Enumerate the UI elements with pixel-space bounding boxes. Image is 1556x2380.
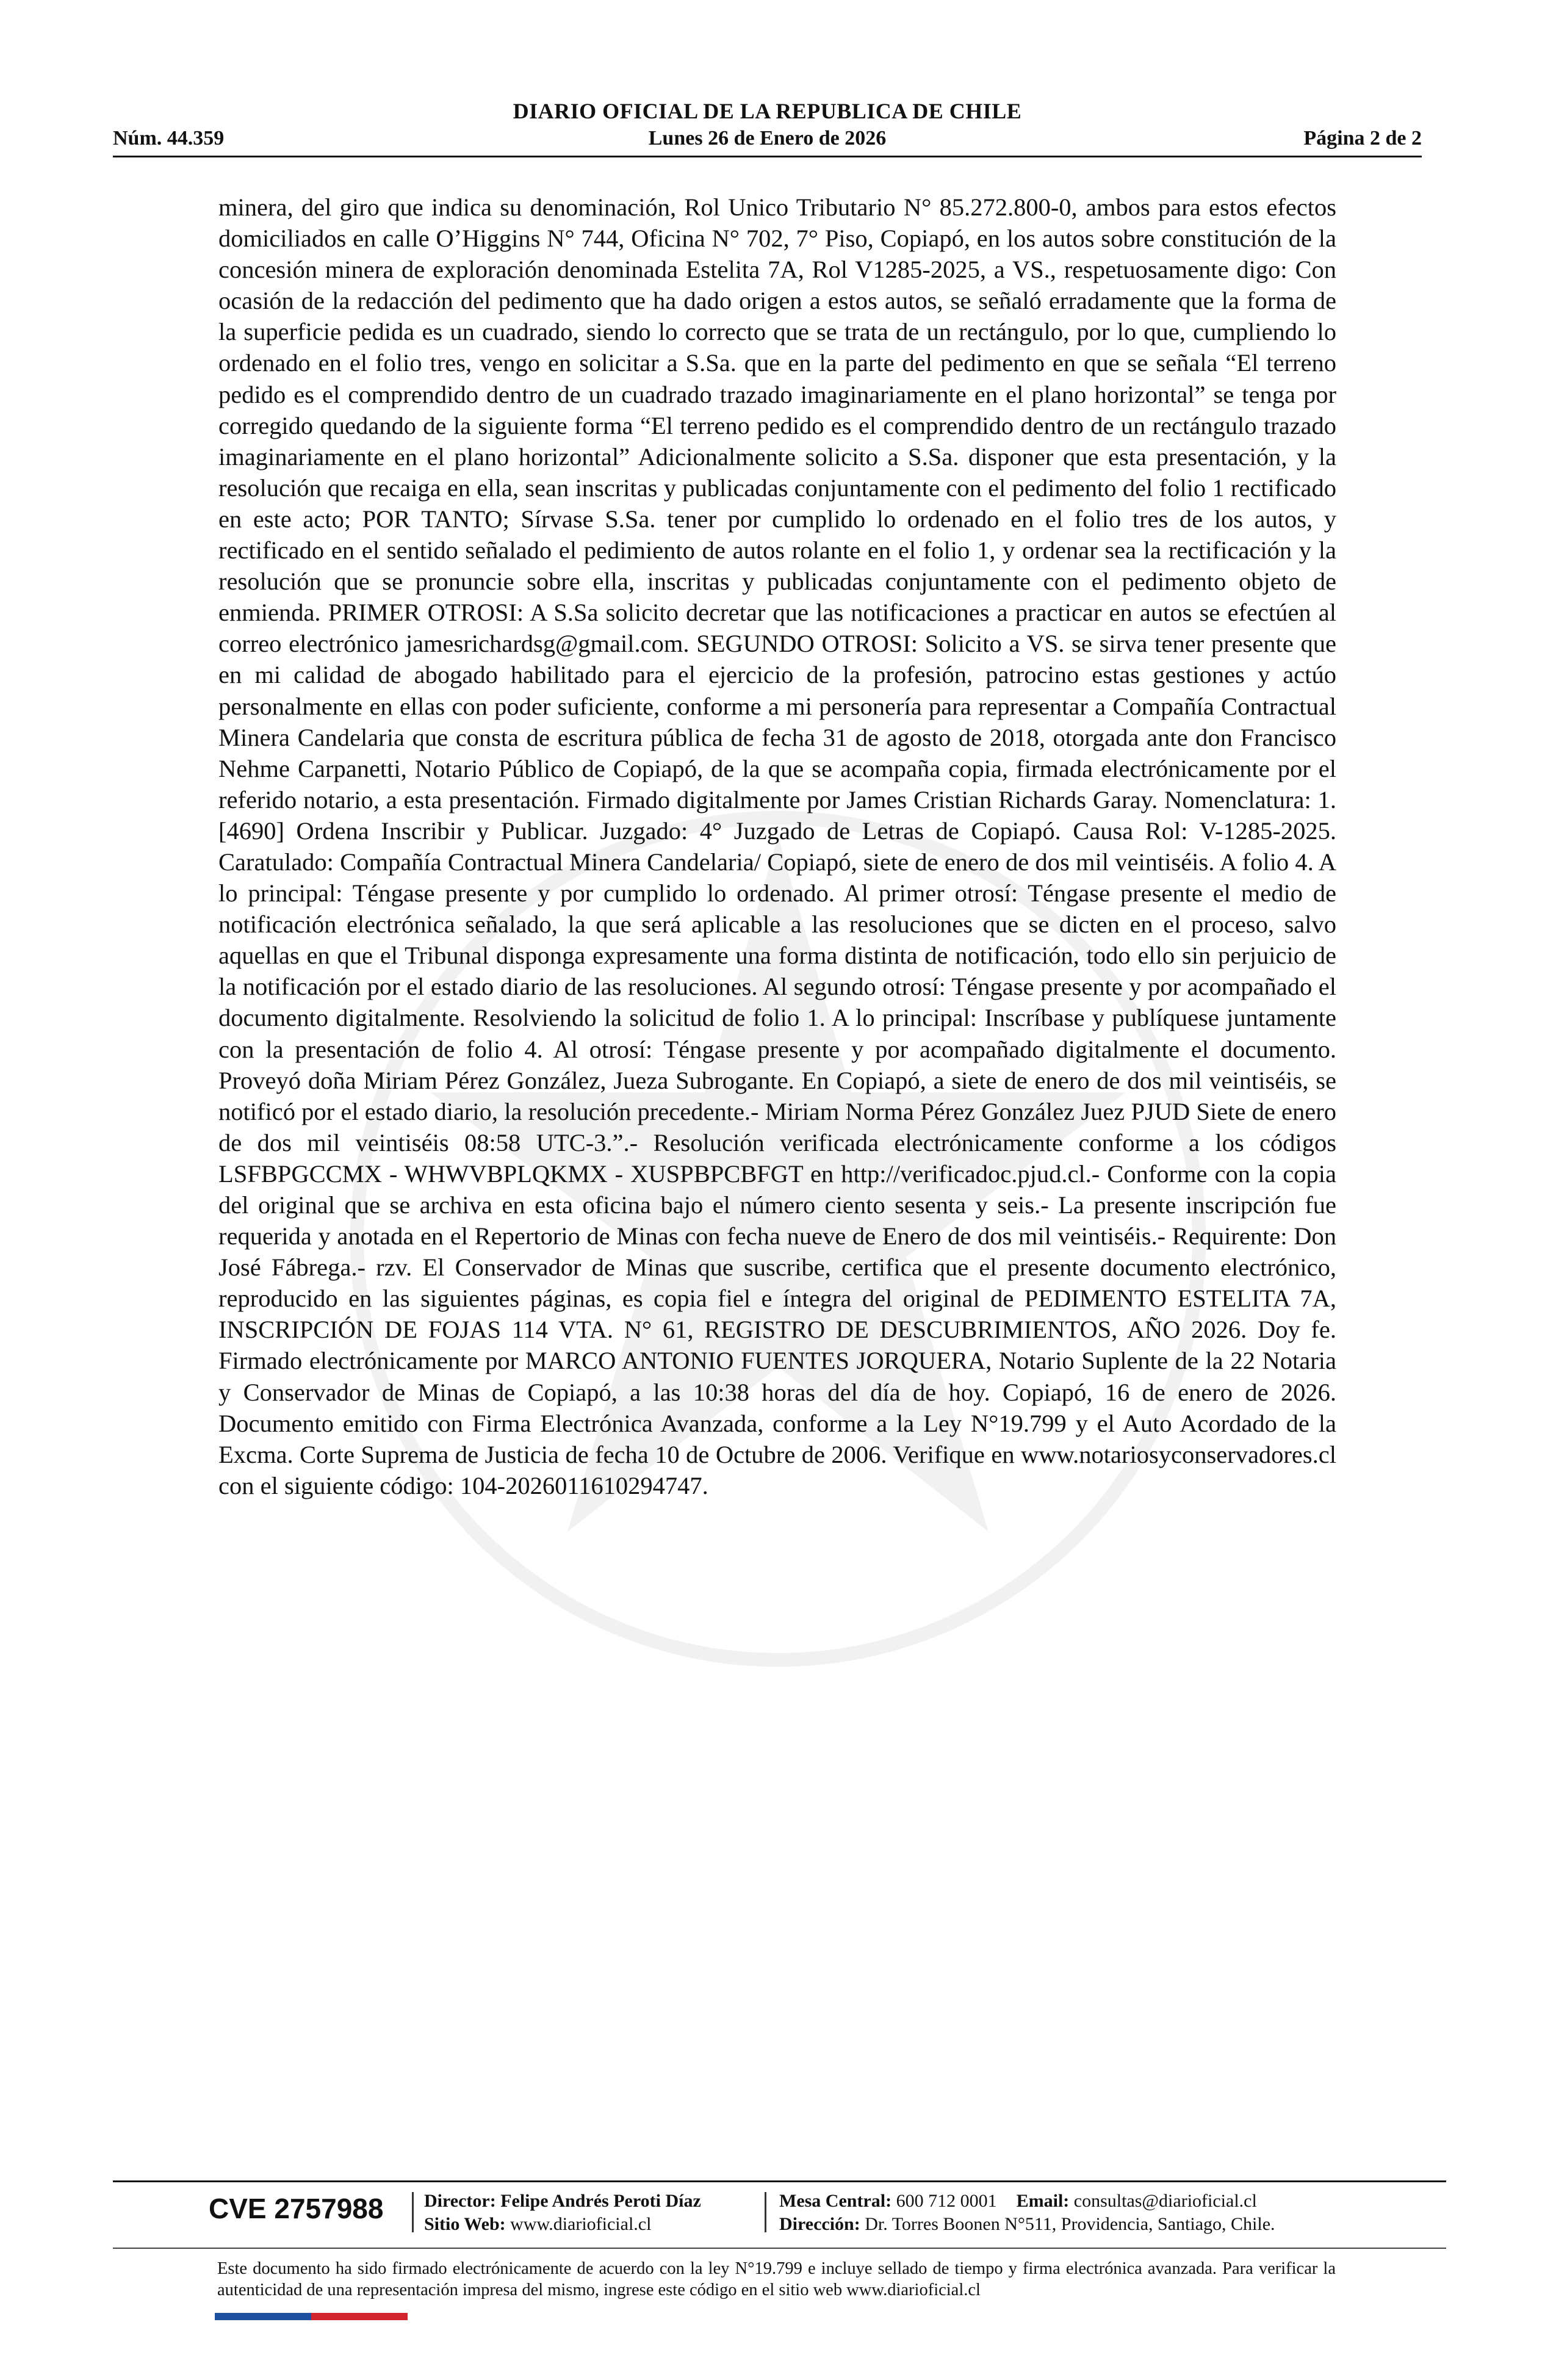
flag-stripe: [215, 2313, 408, 2320]
footer-divider-bottom: [113, 2248, 1446, 2249]
director-label: Director:: [424, 2191, 496, 2211]
cve-code: CVE 2757988: [209, 2193, 384, 2224]
page-header: [113, 92, 1422, 159]
email-label: Email:: [1016, 2191, 1070, 2211]
web-label: Sitio Web:: [424, 2214, 506, 2234]
masthead: DIARIO OFICIAL DE LA REPUBLICA DE CHILE: [513, 99, 1022, 123]
address-label: Dirección:: [779, 2214, 860, 2234]
mesa-label: Mesa Central:: [779, 2191, 892, 2211]
legal-notice: Este documento ha sido firmado electrónicamente de acuerdo con la ley N°19.799 e incluye sellado de tiempo y firma electrónica avanzada. Para verificar la autenticidad de una representación impresa del mismo, ingrese este código en el sitio web www.diarioficial.cl: [217, 2259, 1336, 2299]
page-number: Página 2 de 2: [1303, 127, 1422, 150]
issue-date: Lunes 26 de Enero de 2026: [648, 127, 887, 150]
footer-contact-right: [779, 2190, 1275, 2236]
footer-divider-top: [113, 2180, 1446, 2182]
footer-separator: [765, 2192, 766, 2232]
footer-separator: [412, 2192, 414, 2232]
web-link[interactable]: www.diarioficial.cl: [510, 2214, 652, 2234]
issue-number: Núm. 44.359: [113, 127, 225, 150]
address-value: Dr. Torres Boonen N°511, Providencia, Santiago, Chile.: [865, 2214, 1275, 2234]
flag-stripe-red: [311, 2313, 408, 2320]
flag-stripe-blue: [215, 2313, 311, 2320]
header-divider: [113, 156, 1422, 157]
email-link[interactable]: consultas@diarioficial.cl: [1073, 2191, 1257, 2211]
article-body: minera, del giro que indica su denominación, Rol Unico Tributario N° 85.272.800-0, ambos para estos efectos domiciliados en calle O’Higgins N° 744, Oficina N° 702, 7° Piso, Copiapó, en los autos sobre constitución de la concesión minera de exploración denominada Estelita 7A, Rol V1285-2025, a VS., respetuosamente digo: Con ocasión de la redacción del pedimento que ha dado origen a estos autos, se señaló erradamente que la forma de la superficie pedida es un cuadrado, siendo lo correcto que se trata de un rectángulo, por lo que, cumpliendo lo ordenado en el folio tres, vengo en solicitar a S.Sa. que en la parte del pedimento en que se señala “El terreno pedido es el comprendido dentro de un cuadrado trazado imaginariamente en el plano horizontal” se tenga por corregido quedando de la siguiente forma “El terreno pedido es el comprendido dentro de un rectángulo trazado imaginariamente en el plano horizontal” Adicionalmente solicito a S.Sa. disponer que esta presentación, y la resolución que recaiga en ella, sean inscritas y publicadas conjuntamente con el pedimento del folio 1 rectificado en este acto; POR TANTO; Sírvase S.Sa. tener por cumplido lo ordenado en el folio tres de los autos, y rectificado en el sentido señalado el pedimiento de autos rolante en el folio 1, y ordenar sea la rectificación y la resolución que se pronuncie sobre ella, inscritas y publicadas conjuntamente con el pedimento objeto de enmienda. PRIMER OTROSI: A S.Sa solicito decretar que las notificaciones a practicar en autos se efectúen al correo electrónico jamesrichardsg@gmail.com. SEGUNDO OTROSI: Solicito a VS. se sirva tener presente que en mi calidad de abogado habilitado para el ejercicio de la profesión, patrocino estas gestiones y actúo personalmente en ellas con poder suficiente, conforme a mi personería para representar a Compañía Contractual Minera Candelaria que consta de escritura pública de fecha 31 de agosto de 2018, otorgada ante don Francisco Nehme Carpanetti, Notario Público de Copiapó, de la que se acompaña copia, firmada electrónicamente por el referido notario, a esta presentación. Firmado digitalmente por James Cristian Richards Garay. Nomenclatura: 1. [4690] Ordena Inscribir y Publicar. Juzgado: 4° Juzgado de Letras de Copiapó. Causa Rol: V-1285-2025. Caratulado: Compañía Contractual Minera Candelaria/ Copiapó, siete de enero de dos mil veintiséis. A folio 4. A lo principal: Téngase presente y por cumplido lo ordenado. Al primer otrosí: Téngase presente el medio de notificación electrónica señalado, la que será aplicable a las resoluciones que se dicten en el proceso, salvo aquellas en que el Tribunal disponga expresamente una forma distinta de notificación, todo ello sin perjuicio de la notificación por el estado diario de las resoluciones. Al segundo otrosí: Téngase presente y por acompañado el documento digitalmente. Resolviendo la solicitud de folio 1. A lo principal: Inscríbase y publíquese juntamente con la presentación de folio 4. Al otrosí: Téngase presente y por acompañado digitalmente el documento. Proveyó doña Miriam Pérez González, Jueza Subrogante. En Copiapó, a siete de enero de dos mil veintiséis, se notificó por el estado diario, la resolución precedente.- Miriam Norma Pérez González Juez PJUD Siete de enero de dos mil veintiséis 08:58 UTC-3.”.- Resolución verificada electrónicamente conforme a los códigos LSFBPGCCMX - WHWVBPLQKMX - XUSPBPCBFGT en http://verificadoc.pjud.cl.- Conforme con la copia del original que se archiva en esta oficina bajo el número ciento sesenta y seis.- La presente inscripción fue requerida y anotada en el Repertorio de Minas con fecha nueve de Enero de dos mil veintiséis.- Requirente: Don José Fábrega.- rzv. El Conservador de Minas que suscribe, certifica que el presente documento electrónico, reproducido en las siguientes páginas, es copia fiel e íntegra del original de PEDIMENTO ESTELITA 7A, INSCRIPCIÓN DE FOJAS 114 VTA. N° 61, REGISTRO DE DESCUBRIMIENTOS, AÑO 2026. Doy fe. Firmado electrónicamente por MARCO ANTONIO FUENTES JORQUERA, Notario Suplente de la 22 Notaria y Conservador de Minas de Copiapó, a las 10:38 horas del día de hoy. Copiapó, 16 de enero de 2026. Documento emitido con Firma Electrónica Avanzada, conforme a la Ley N°19.799 y el Auto Acordado de la Excma. Corte Suprema de Justicia de fecha 10 de Octubre de 2006. Verifique en www.notariosyconservadores.cl con el siguiente código: 104-2026011610294747.: [218, 193, 1336, 1499]
director-name: Felipe Andrés Peroti Díaz: [500, 2191, 701, 2211]
footer-contact-left: [424, 2190, 701, 2236]
mesa-phone: 600 712 0001: [896, 2191, 997, 2211]
